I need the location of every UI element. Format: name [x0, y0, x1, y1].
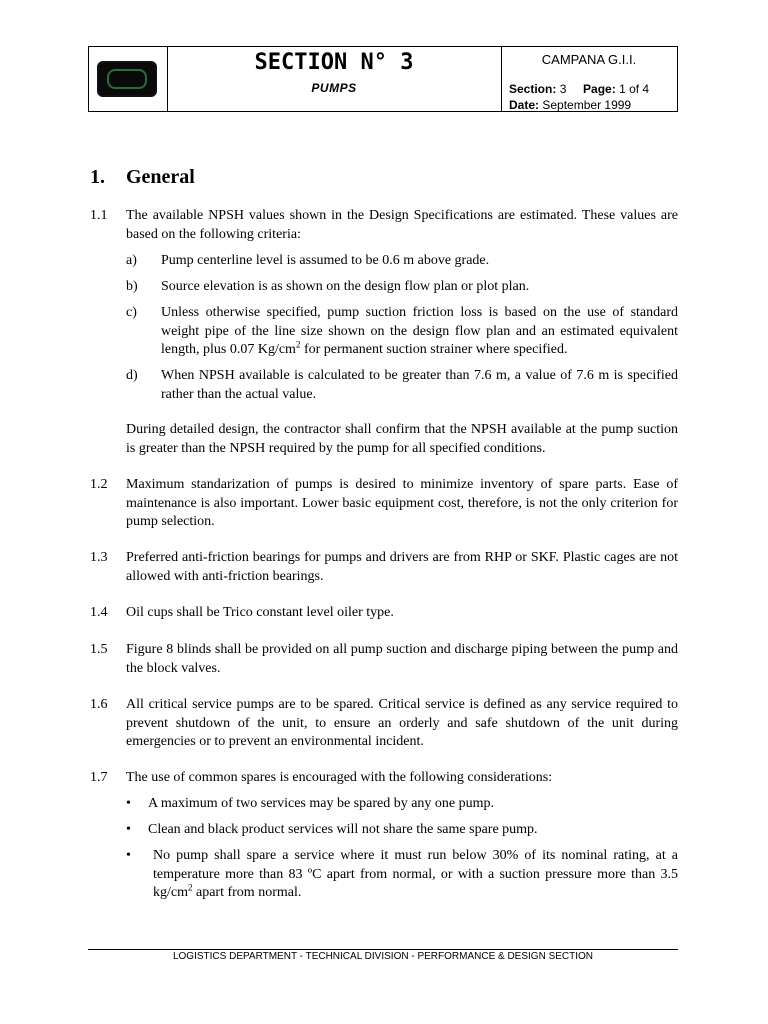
- paragraph-1-7: [90, 769, 678, 788]
- paragraph-number: 1.1: [90, 208, 108, 223]
- page-value: 1 of 4: [619, 82, 650, 96]
- paragraph-number: 1.6: [90, 697, 108, 712]
- list-item-text: Pump centerline level is assumed to be 0.6 m above grade.: [161, 253, 490, 268]
- paragraph-text: Figure 8 blinds shall be provided on all pump suction and discharge piping between the pump and the block valves.: [126, 642, 678, 676]
- list-item-label: b): [126, 279, 138, 294]
- list-item-text-part: Unless otherwise specified, pump suction friction loss is based on the use of standard weight pipe of the line size shown on the design flow plan and an estimated equivalent length, plus 0.07 Kg/cm: [161, 305, 678, 357]
- paragraph-text: The available NPSH values shown in the Design Specifications are estimated. These values are based on the following criteria:: [126, 208, 678, 242]
- page-label: Page:: [583, 82, 616, 96]
- bullet-icon: •: [126, 848, 131, 863]
- list-item-b: [126, 278, 678, 297]
- paragraph-1-2: [90, 476, 678, 532]
- bullet-text-part: apart from normal.: [192, 885, 302, 900]
- document-header: [88, 46, 678, 112]
- bullet-icon: •: [126, 796, 131, 811]
- footer-divider: [88, 949, 678, 950]
- paragraph-number: 1.2: [90, 477, 108, 492]
- bullet-text-part: No pump shall spare a service where it must run below 30% of its nominal rating, at a temperature more than 83 ºC apart from normal, or with a suction pressure more than 3.5 kg/cm: [153, 848, 678, 900]
- paragraph-1-6: [90, 696, 678, 752]
- info-cell: [501, 47, 677, 111]
- bullet-item: [126, 821, 678, 840]
- section-heading: [90, 166, 195, 189]
- page-footer: LOGISTICS DEPARTMENT - TECHNICAL DIVISION - PERFORMANCE & DESIGN SECTION: [172, 951, 594, 962]
- heading-number: 1.: [90, 166, 105, 188]
- bullet-item: [126, 847, 678, 903]
- bullet-text: [153, 847, 678, 903]
- superscript: 2: [295, 339, 301, 350]
- paragraph-1-3: [90, 549, 678, 586]
- paragraph-text: Preferred anti-friction bearings for pumps and drivers are from RHP or SKF. Plastic cages are not allowed with anti-friction bearings.: [126, 550, 678, 584]
- list-item-text: When NPSH available is calculated to be greater than 7.6 m, a value of 7.6 m is specified rather than the actual value.: [161, 368, 678, 402]
- paragraph-number: 1.7: [90, 770, 108, 785]
- paragraph-1-5: [90, 641, 678, 678]
- logo-cell: [89, 47, 168, 111]
- logo-emblem: [107, 69, 147, 89]
- paragraph-1-4: [90, 604, 678, 623]
- list-item-text-part: for permanent suction strainer where specified.: [300, 342, 568, 357]
- list-item-label: c): [126, 305, 137, 320]
- paragraph-text: The use of common spares is encouraged with the following considerations:: [126, 770, 553, 785]
- section-subtitle: PUMPS: [311, 81, 357, 95]
- paragraph-1-1: [90, 207, 678, 244]
- paragraph-text: All critical service pumps are to be spared. Critical service is defined as any service required to prevent shutdown of the unit, to ensure an orderly and safe shutdown of the unit during emergencies or to prevent an environmental incident.: [126, 697, 678, 749]
- superscript: 2: [188, 882, 193, 893]
- document-meta: [509, 81, 649, 113]
- bullet-icon: •: [126, 822, 131, 837]
- paragraph-number: 1.5: [90, 642, 108, 657]
- paragraph-text: During detailed design, the contractor shall confirm that the NPSH available at the pump suction is greater than the NPSH required by the pump for all specified conditions.: [126, 422, 678, 456]
- paragraph-number: 1.3: [90, 550, 108, 565]
- list-item-c: [126, 304, 678, 360]
- date-label: Date:: [509, 98, 540, 112]
- list-item-label: d): [126, 368, 138, 383]
- company-name: CAMPANA G.I.I.: [541, 52, 637, 67]
- paragraph-number: 1.4: [90, 605, 108, 620]
- list-item-d: [126, 367, 678, 404]
- paragraph-1-1-note: [90, 421, 678, 458]
- list-item-text: Source elevation is as shown on the design flow plan or plot plan.: [161, 279, 530, 294]
- bullet-text: A maximum of two services may be spared by any one pump.: [148, 796, 495, 811]
- bullet-item: [126, 795, 678, 814]
- list-item-label: a): [126, 253, 137, 268]
- date-value: September 1999: [542, 98, 632, 112]
- section-title: SECTION N° 3: [254, 50, 414, 75]
- paragraph-text: Oil cups shall be Trico constant level oiler type.: [126, 605, 394, 620]
- section-value: 3: [559, 82, 567, 96]
- paragraph-text: Maximum standarization of pumps is desired to minimize inventory of spare parts. Ease of maintenance is also important. Lower basic equipment cost, therefore, is not the only criterion for pump selection.: [126, 477, 678, 529]
- list-item-a: [126, 252, 678, 271]
- heading-text: General: [126, 166, 195, 188]
- company-logo-icon: [97, 61, 157, 97]
- section-label: Section:: [509, 82, 557, 96]
- title-cell: [167, 47, 502, 111]
- bullet-text: Clean and black product services will not share the same spare pump.: [148, 822, 538, 837]
- list-item-text: [161, 304, 678, 360]
